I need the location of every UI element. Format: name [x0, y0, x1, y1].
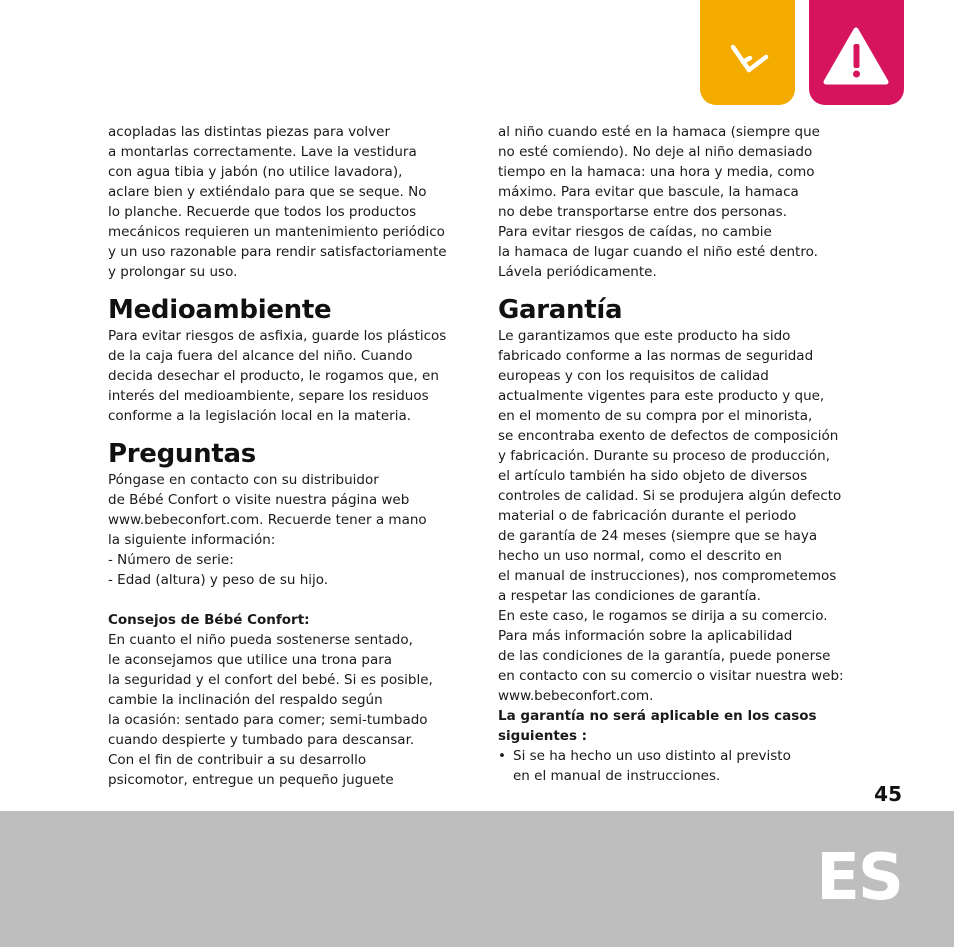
- warranty-heading: Garantía: [498, 295, 623, 325]
- environment-heading: Medioambiente: [108, 295, 332, 325]
- advice-heading: Consejos de Bébé Confort:: [108, 612, 310, 628]
- right-column: [498, 122, 858, 786]
- maintenance-tab: [700, 0, 795, 105]
- warranty-text: Le garantizamos que este producto ha sido fabricado conforme a las normas de seguridad europeas y con los requisitos de calidad actualmente vigentes para este producto y que, en el momento de su compra por el minorista, se encontraba exento de defectos de composición y fabricación. Durante su proceso de producción, el artículo también ha sido objeto de diversos controles de calidad. Si se produjera algún defecto material o de fabricación durante el periodo de garantía de 24 meses (siempre que se haya hecho un uso normal, como el descrito en el manual de instrucciones), nos comprometemos a respetar las condiciones de garantía. En este caso, le rogamos se dirija a su comercio. Para más información sobre la aplicabilidad de las condiciones de la garantía, puede ponerse en contacto con su comercio o visitar nuestra web: www.bebeconfort.com.: [498, 328, 844, 704]
- advice-text: En cuanto el niño pueda sostenerse sentado, le aconsejamos que utilice una trona para la seguridad y el confort del bebé. Si es posible, cambie la inclinación del respaldo según la ocasión: sentado para comer; semi-tumbado cuando despierte y tumbado para descansar. Con el fin de contribuir a su desarrollo psicomotor, entregue un pequeño juguete: [108, 632, 433, 788]
- footer-band: [0, 811, 954, 947]
- bullet-mark: •: [498, 748, 506, 764]
- hammock-usage-text: al niño cuando esté en la hamaca (siempre que no esté comiendo). No deje al niño demasiado tiempo en la hamaca: una hora y media, como máximo. Para evitar que bascule, la hamaca no debe transportarse entre dos personas. Para evitar riesgos de caídas, no cambie la hamaca de lugar cuando el niño esté dentro. Lávela periódicamente.: [498, 124, 820, 280]
- warranty-exclusions-heading: La garantía no será aplicable en los casos siguientes :: [498, 708, 817, 744]
- list-item: [498, 746, 858, 786]
- scissors-tool-icon: [700, 0, 795, 105]
- bullet-text: Si se ha hecho un uso distinto al previsto en el manual de instrucciones.: [513, 748, 791, 784]
- care-instructions-text: acopladas las distintas piezas para volver a montarlas correctamente. Lave la vestidura con agua tibia y jabón (no utilice lavadora), aclare bien y extiéndalo para que se seque. No lo planche. Recuerde que todos los productos mecánicos requieren un mantenimiento periódico y un uso razonable para rendir satisfactoriamente y prolongar su uso.: [108, 124, 447, 280]
- warning-triangle-icon: [809, 0, 904, 105]
- spacer: [108, 590, 468, 610]
- questions-text: Póngase en contacto con su distribuidor de Bébé Confort o visite nuestra página web www.bebeconfort.com. Recuerde tener a mano la siguiente información: - Número de serie: - Edad (altura) y peso de su hijo.: [108, 472, 427, 588]
- page-number: 45: [874, 782, 902, 806]
- questions-heading: Preguntas: [108, 439, 256, 469]
- environment-text: Para evitar riesgos de asfixia, guarde los plásticos de la caja fuera del alcance del niño. Cuando decida desechar el producto, le rogamos que, en interés del medioambiente, separe los residuos conforme a la legislación local en la materia.: [108, 328, 447, 424]
- language-code: ES: [816, 841, 902, 915]
- left-column: [108, 122, 468, 790]
- warning-tab: [809, 0, 904, 105]
